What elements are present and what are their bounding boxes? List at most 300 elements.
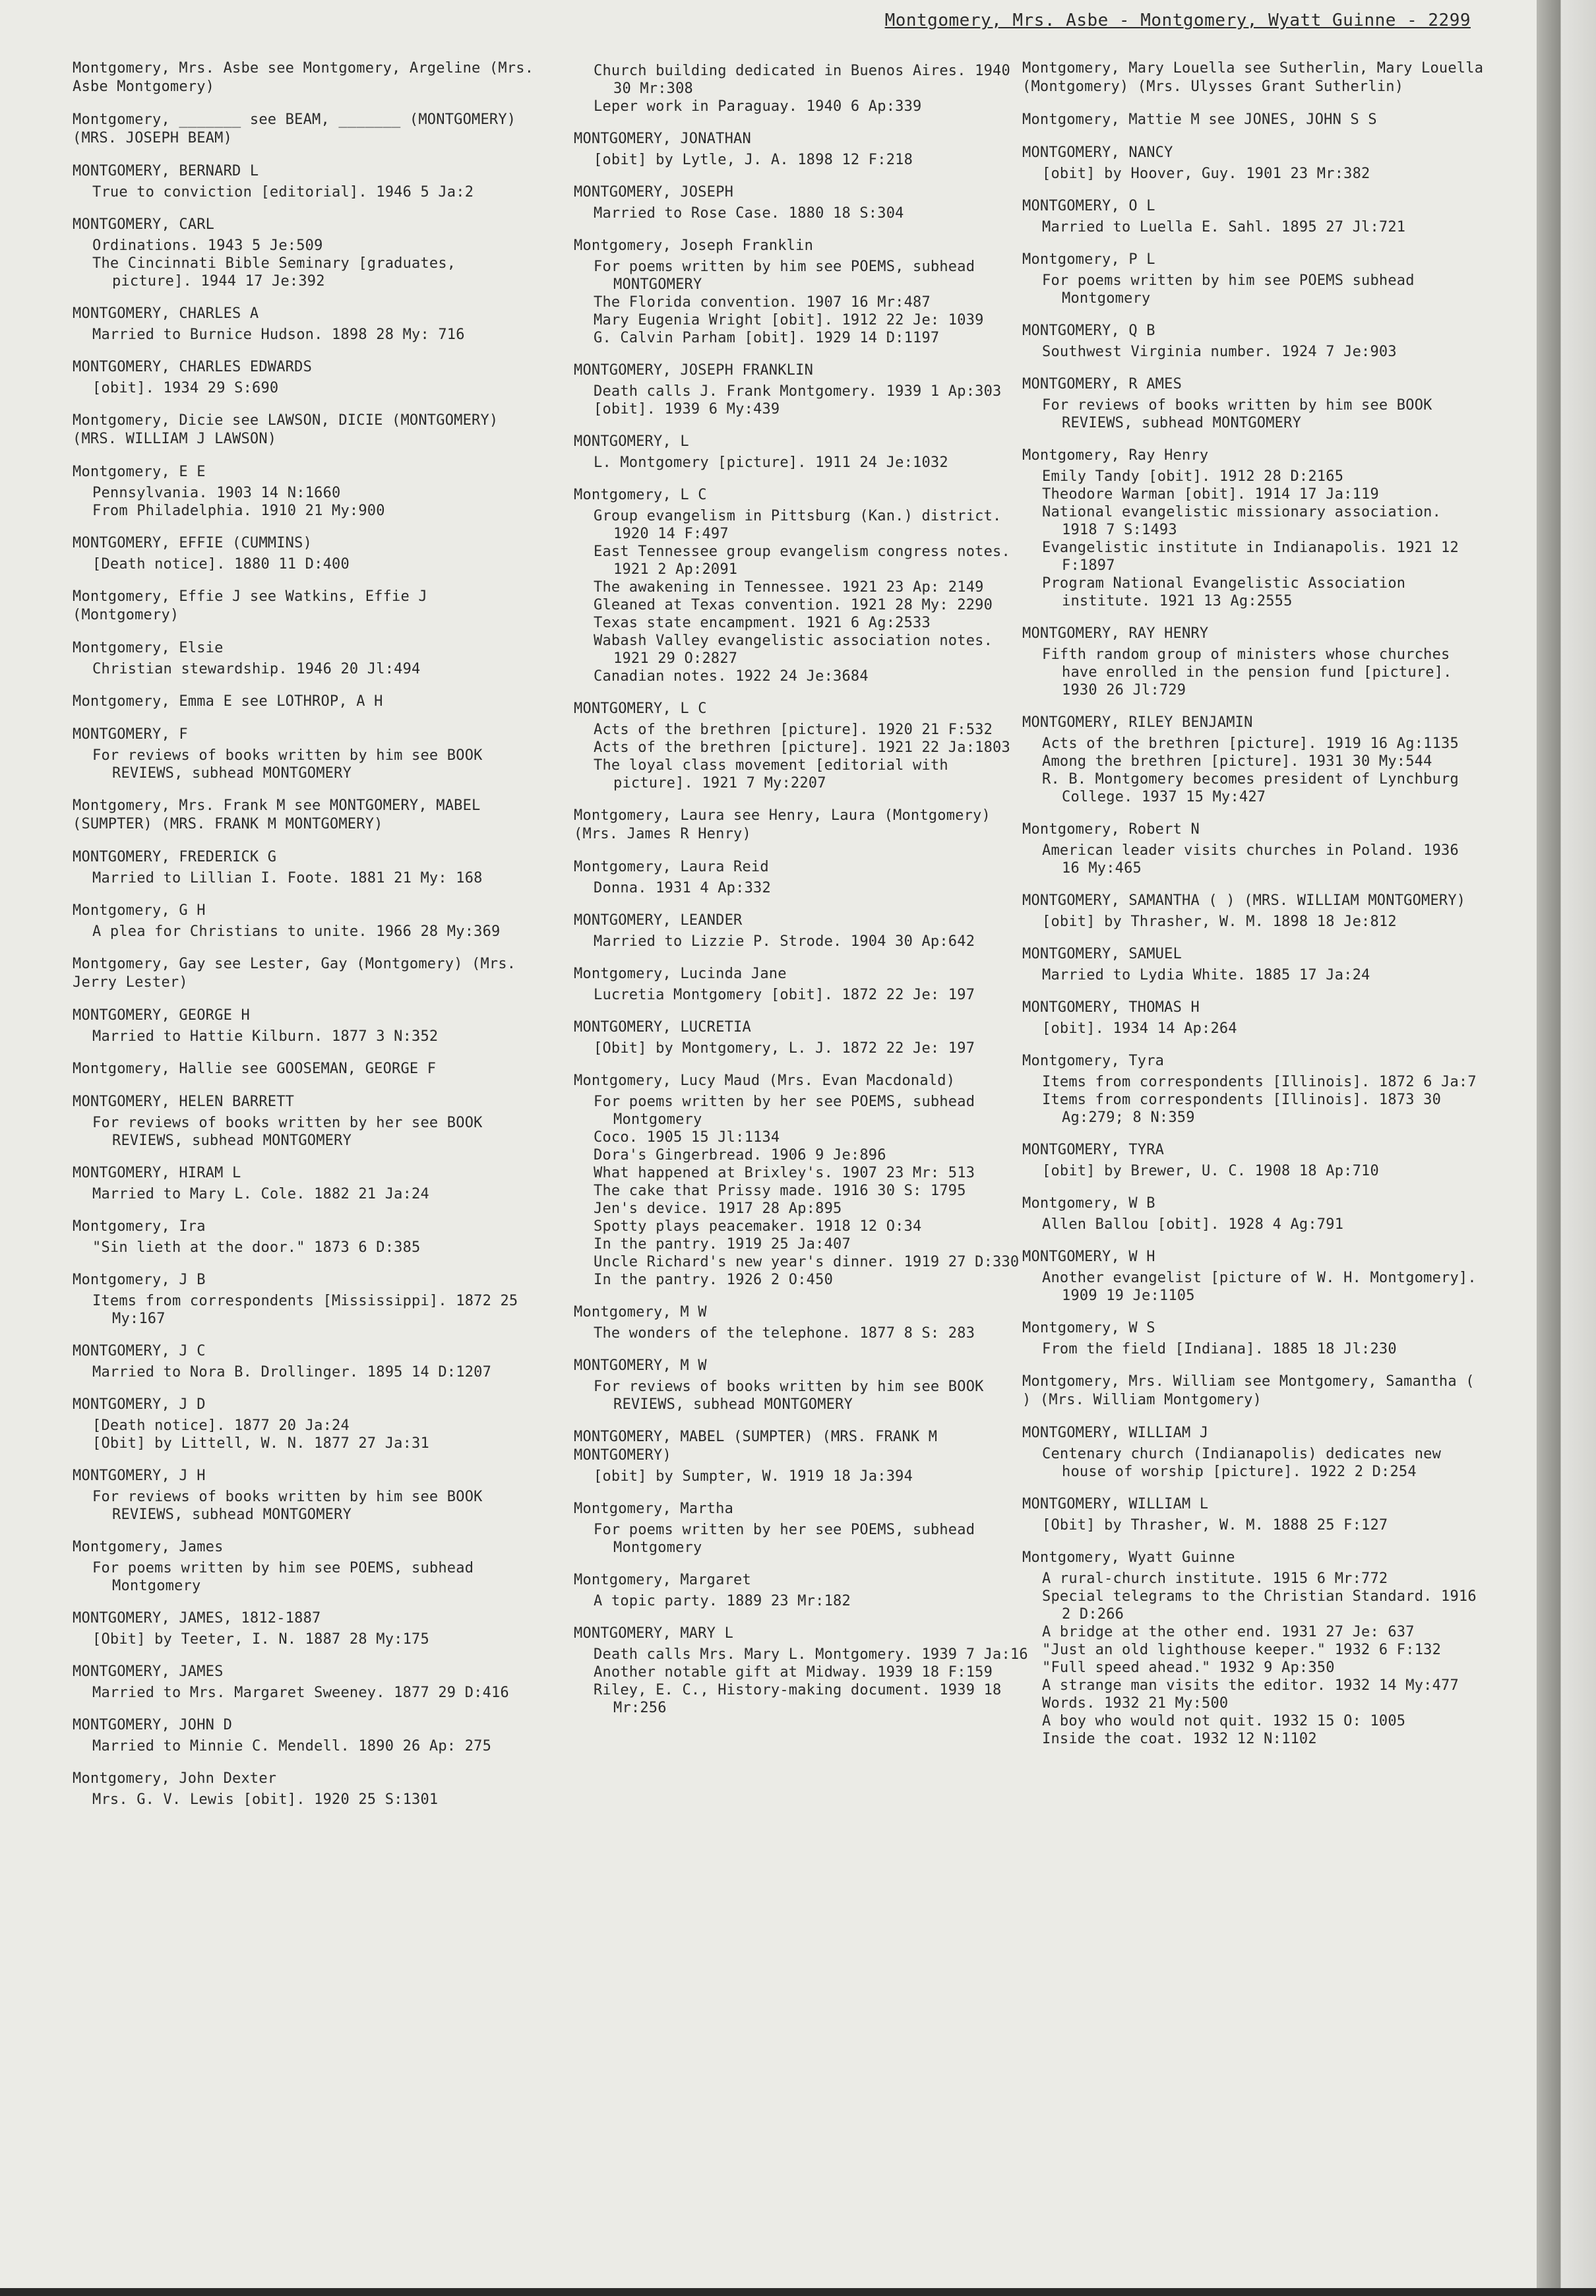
citation-item: Wabash Valley evangelistic association notes. 1921 29 O:2827 <box>594 633 993 667</box>
entry-citations <box>1022 913 1484 931</box>
entry-heading: MONTGOMERY, JONATHAN <box>574 131 751 147</box>
entry-citations <box>73 1488 534 1524</box>
citation-item: Ordinations. 1943 5 Je:509 <box>92 237 323 254</box>
index-entry <box>73 797 534 834</box>
citation-item: Christian stewardship. 1946 20 Jl:494 <box>92 661 421 677</box>
index-entry <box>73 216 534 290</box>
citation-item: The wonders of the telephone. 1877 8 S: 283 <box>594 1325 975 1342</box>
entry-citations <box>1022 468 1484 610</box>
citation-item: For reviews of books written by him see BOOK REVIEWS, subhead MONTGOMERY <box>92 747 483 782</box>
entry-citations <box>1022 272 1484 307</box>
entry-citations <box>1022 1340 1484 1358</box>
citation-item: Inside the coat. 1932 12 N:1102 <box>1042 1731 1317 1747</box>
page-header: Montgomery, Mrs. Asbe - Montgomery, Wyatt Guinne - 2299 <box>884 11 1471 30</box>
page-binding-edge <box>1537 0 1596 2296</box>
entry-heading: MONTGOMERY, RAY HENRY <box>1022 625 1209 642</box>
index-entry <box>73 1467 534 1524</box>
index-entry <box>1022 144 1484 183</box>
index-entry <box>73 305 534 344</box>
citation-item: For poems written by him see POEMS, subhead Montgomery <box>92 1560 474 1594</box>
entry-heading: Montgomery, Laura see Henry, Laura (Montgomery) (Mrs. James R Henry) <box>574 807 991 842</box>
index-entry <box>574 807 1035 844</box>
index-entry <box>574 130 1035 169</box>
entry-heading: Montgomery, Martha <box>574 1501 734 1517</box>
index-entry <box>73 111 534 148</box>
entry-heading: Montgomery, Joseph Franklin <box>574 237 814 254</box>
citation-item: [obit] by Sumpter, W. 1919 18 Ja:394 <box>594 1468 913 1485</box>
index-entry <box>1022 1141 1484 1180</box>
index-entry <box>574 1018 1035 1057</box>
entry-heading: MONTGOMERY, CHARLES EDWARDS <box>73 359 313 375</box>
entry-heading: Montgomery, Robert N <box>1022 821 1200 838</box>
citation-item: National evangelistic missionary association. 1918 7 S:1493 <box>1042 504 1442 538</box>
citation-item: A bridge at the other end. 1931 27 Je: 637 <box>1042 1624 1415 1640</box>
citation-item: [obit] by Brewer, U. C. 1908 18 Ap:710 <box>1042 1163 1379 1179</box>
entry-heading: MONTGOMERY, LUCRETIA <box>574 1019 751 1036</box>
citation-item: Spotty plays peacemaker. 1918 12 O:34 <box>594 1218 922 1235</box>
citation-item: L. Montgomery [picture]. 1911 24 Je:1032 <box>594 454 948 471</box>
citation-item: The cake that Prissy made. 1916 30 S: 1795 <box>594 1183 966 1199</box>
citation-item: Married to Mary L. Cole. 1882 21 Ja:24 <box>92 1186 429 1202</box>
index-entry <box>73 902 534 941</box>
entry-heading: MONTGOMERY, F <box>73 726 188 743</box>
entry-citations <box>574 1521 1035 1557</box>
citation-item: [obit] by Thrasher, W. M. 1898 18 Je:812 <box>1042 914 1397 930</box>
entry-heading: Montgomery, James <box>73 1539 224 1555</box>
citation-item: For reviews of books written by her see BOOK REVIEWS, subhead MONTGOMERY <box>92 1115 483 1149</box>
index-column-1 <box>73 59 534 1823</box>
entry-citations <box>1022 396 1484 432</box>
entry-citations <box>73 379 534 397</box>
citation-item: [obit]. 1934 14 Ap:264 <box>1042 1020 1237 1037</box>
citation-item: Married to Lillian I. Foote. 1881 21 My: 168 <box>92 870 483 886</box>
index-entry <box>1022 59 1484 96</box>
entry-heading: MONTGOMERY, JOHN D <box>73 1717 233 1733</box>
entry-citations <box>73 1737 534 1755</box>
index-entry <box>73 1271 534 1328</box>
citation-item: Emily Tandy [obit]. 1912 28 D:2165 <box>1042 468 1344 485</box>
entry-citations <box>73 183 534 201</box>
citation-item: "Just an old lighthouse keeper." 1932 6 F:132 <box>1042 1642 1442 1658</box>
citation-item: A plea for Christians to unite. 1966 28 My:369 <box>92 923 501 940</box>
entry-heading: MONTGOMERY, JAMES, 1812-1887 <box>73 1610 321 1627</box>
index-entry <box>574 486 1035 685</box>
index-entry <box>574 965 1035 1004</box>
citation-item: Items from correspondents [Illinois]. 1873 30 Ag:279; 8 N:359 <box>1042 1092 1442 1126</box>
citation-item: Death calls Mrs. Mary L. Montgomery. 1939 7 Ja:16 <box>594 1646 1028 1663</box>
index-entry <box>73 1007 534 1045</box>
entry-heading: MONTGOMERY, GEORGE H <box>73 1007 250 1024</box>
entry-heading: MONTGOMERY, NANCY <box>1022 144 1173 161</box>
entry-heading: MONTGOMERY, HELEN BARRETT <box>73 1094 295 1110</box>
entry-citations <box>574 62 1035 115</box>
index-entry <box>574 183 1035 222</box>
citation-item: In the pantry. 1919 25 Ja:407 <box>594 1236 851 1253</box>
citation-item: Uncle Richard's new year's dinner. 1919 27 D:330 <box>594 1254 1020 1270</box>
index-entry <box>1022 251 1484 307</box>
citation-item: [Obit] by Teeter, I. N. 1887 28 My:175 <box>92 1631 429 1648</box>
citation-item: Fifth random group of ministers whose churches have enrolled in the pension fund [picture]. 1930 26 Jl:729 <box>1042 646 1452 698</box>
citation-item: [Death notice]. 1877 20 Ja:24 <box>92 1417 350 1434</box>
entry-citations <box>574 151 1035 169</box>
entry-heading: MONTGOMERY, J C <box>73 1343 206 1359</box>
entry-heading: Montgomery, Lucy Maud (Mrs. Evan Macdonald) <box>574 1072 956 1089</box>
citation-item: "Full speed ahead." 1932 9 Ap:350 <box>1042 1660 1335 1676</box>
citation-item: [obit] by Hoover, Guy. 1901 23 Mr:382 <box>1042 166 1370 182</box>
citation-item: For reviews of books written by him see BOOK REVIEWS, subhead MONTGOMERY <box>1042 397 1432 431</box>
citation-item: A boy who would not quit. 1932 15 O: 1005 <box>1042 1713 1406 1729</box>
entry-heading: Montgomery, Laura Reid <box>574 859 769 875</box>
entry-heading: MONTGOMERY, L C <box>574 700 707 717</box>
entry-heading: MONTGOMERY, J D <box>73 1396 206 1413</box>
index-entry <box>73 1396 534 1452</box>
citation-item: Riley, E. C., History-making document. 1939 18 Mr:256 <box>594 1682 1002 1716</box>
entry-citations <box>574 933 1035 950</box>
index-entry <box>73 1663 534 1702</box>
index-entry <box>73 955 534 992</box>
entry-heading: MONTGOMERY, CARL <box>73 216 215 233</box>
entry-heading: Montgomery, _______ see BEAM, _______ (MONTGOMERY) (MRS. JOSEPH BEAM) <box>73 111 516 146</box>
entry-heading: MONTGOMERY, W H <box>1022 1249 1155 1265</box>
index-entry <box>574 237 1035 347</box>
entry-citations <box>574 1324 1035 1342</box>
entry-heading: Montgomery, Elsie <box>73 640 224 656</box>
index-entry <box>1022 1195 1484 1233</box>
entry-heading: Montgomery, Wyatt Guinne <box>1022 1549 1235 1566</box>
entry-citations <box>73 1791 534 1809</box>
entry-heading: Montgomery, W S <box>1022 1320 1155 1336</box>
index-entry <box>1022 111 1484 129</box>
citation-item: [Obit] by Thrasher, W. M. 1888 25 F:127 <box>1042 1517 1388 1534</box>
entry-citations <box>73 484 534 520</box>
entry-heading: Montgomery, P L <box>1022 251 1155 268</box>
citation-item: The Florida convention. 1907 16 Mr:487 <box>594 294 931 311</box>
index-entry <box>574 433 1035 472</box>
entry-heading: MONTGOMERY, JOSEPH <box>574 184 734 201</box>
citation-item: Married to Mrs. Margaret Sweeney. 1877 29 D:416 <box>92 1685 509 1701</box>
index-entry <box>73 1538 534 1595</box>
entry-citations <box>73 1114 534 1150</box>
citation-item: Another evangelist [picture of W. H. Montgomery]. 1909 19 Je:1105 <box>1042 1270 1477 1304</box>
entry-heading: MONTGOMERY, WILLIAM J <box>1022 1425 1209 1441</box>
citation-item: A rural-church institute. 1915 6 Mr:772 <box>1042 1570 1388 1587</box>
entry-citations <box>73 1239 534 1257</box>
index-entry <box>574 361 1035 418</box>
entry-citations <box>574 879 1035 897</box>
index-entry <box>73 358 534 397</box>
entry-heading: Montgomery, Margaret <box>574 1572 751 1588</box>
entry-heading: Montgomery, Effie J see Watkins, Effie J (Montgomery) <box>73 588 427 623</box>
entry-heading: MONTGOMERY, JOSEPH FRANKLIN <box>574 362 814 379</box>
entry-heading: MONTGOMERY, CHARLES A <box>73 305 259 322</box>
entry-citations <box>574 986 1035 1004</box>
index-entry <box>73 463 534 520</box>
entry-citations <box>574 1378 1035 1413</box>
citation-item: Lucretia Montgomery [obit]. 1872 22 Je: 197 <box>594 987 975 1003</box>
citation-item: Dora's Gingerbread. 1906 9 Je:896 <box>594 1147 886 1164</box>
citation-item: Married to Lizzie P. Strode. 1904 30 Ap:642 <box>594 933 975 950</box>
citation-item: Theodore Warman [obit]. 1914 17 Ja:119 <box>1042 486 1379 503</box>
citation-item: Mary Eugenia Wright [obit]. 1912 22 Je: 1039 <box>594 312 984 328</box>
citation-item: Married to Minnie C. Mendell. 1890 26 Ap: 275 <box>92 1738 492 1754</box>
entry-heading: Montgomery, W B <box>1022 1195 1155 1212</box>
citation-item: A topic party. 1889 23 Mr:182 <box>594 1593 851 1609</box>
index-entry <box>574 700 1035 792</box>
citation-item: From Philadelphia. 1910 21 My:900 <box>92 503 385 519</box>
citation-item: For reviews of books written by him see BOOK REVIEWS, subhead MONTGOMERY <box>594 1379 984 1413</box>
citation-item: For poems written by her see POEMS, subhead Montgomery <box>594 1522 975 1556</box>
citation-item: Pennsylvania. 1903 14 N:1660 <box>92 485 341 501</box>
index-entry <box>1022 999 1484 1038</box>
entry-citations <box>73 1185 534 1203</box>
citation-item: [Death notice]. 1880 11 D:400 <box>92 556 350 573</box>
index-entry <box>73 412 534 449</box>
entry-heading: MONTGOMERY, JAMES <box>73 1663 224 1680</box>
index-entry <box>1022 1248 1484 1305</box>
citation-item: Allen Ballou [obit]. 1928 4 Ag:791 <box>1042 1216 1344 1233</box>
citation-item: Program National Evangelistic Association institute. 1921 13 Ag:2555 <box>1042 575 1406 609</box>
citation-item: What happened at Brixley's. 1907 23 Mr: 513 <box>594 1165 975 1181</box>
entry-heading: Montgomery, L C <box>574 487 707 503</box>
index-entry <box>73 1342 534 1381</box>
citation-item: Special telegrams to the Christian Standard. 1916 2 D:266 <box>1042 1588 1477 1623</box>
entry-citations <box>1022 1216 1484 1233</box>
citation-item: Acts of the brethren [picture]. 1921 22 Ja:1803 <box>594 739 1010 756</box>
entry-heading: Montgomery, Mrs. Frank M see MONTGOMERY, MABEL (SUMPTER) (MRS. FRANK M MONTGOMERY) <box>73 797 481 832</box>
index-entry <box>73 1716 534 1755</box>
index-entry <box>574 62 1035 115</box>
citation-item: For poems written by him see POEMS subhead Montgomery <box>1042 272 1415 307</box>
entry-citations <box>1022 343 1484 361</box>
entry-citations <box>574 454 1035 472</box>
entry-citations <box>73 923 534 941</box>
entry-heading: Montgomery, Ray Henry <box>1022 447 1209 464</box>
index-entry <box>574 1072 1035 1289</box>
index-entry <box>73 588 534 625</box>
citation-item: Items from correspondents [Mississippi]. 1872 25 My:167 <box>92 1293 518 1327</box>
entry-heading: Montgomery, Mrs. Asbe see Montgomery, Argeline (Mrs. Asbe Montgomery) <box>73 60 534 95</box>
entry-heading: Montgomery, John Dexter <box>73 1770 277 1787</box>
entry-citations <box>1022 1162 1484 1180</box>
entry-citations <box>73 1417 534 1452</box>
citation-item: True to conviction [editorial]. 1946 5 Ja:2 <box>92 184 474 201</box>
index-entry <box>574 1571 1035 1610</box>
entry-heading: MONTGOMERY, MABEL (SUMPTER) (MRS. FRANK M MONTGOMERY) <box>574 1429 938 1464</box>
index-entry <box>574 1625 1035 1717</box>
entry-citations <box>73 1684 534 1702</box>
index-entry <box>73 693 534 711</box>
citation-item: Words. 1932 21 My:500 <box>1042 1695 1229 1712</box>
entry-heading: Montgomery, Tyra <box>1022 1053 1165 1069</box>
index-entry <box>1022 1495 1484 1534</box>
entry-heading: Montgomery, J B <box>73 1272 206 1288</box>
citation-item: Canadian notes. 1922 24 Je:3684 <box>594 668 869 685</box>
entry-citations <box>574 1592 1035 1610</box>
citation-item: G. Calvin Parham [obit]. 1929 14 D:1197 <box>594 330 940 346</box>
entry-heading: Montgomery, Lucinda Jane <box>574 966 787 982</box>
entry-heading: MONTGOMERY, SAMANTHA ( ) (MRS. WILLIAM MONTGOMERY) <box>1022 892 1466 909</box>
citation-item: East Tennessee group evangelism congress notes. 1921 2 Ap:2091 <box>594 543 1010 578</box>
index-entry <box>574 1303 1035 1342</box>
entry-heading: Montgomery, G H <box>73 902 206 919</box>
entry-heading: Montgomery, Dicie see LAWSON, DICIE (MONTGOMERY) (MRS. WILLIAM J LAWSON) <box>73 412 499 447</box>
citation-item: [obit]. 1939 6 My:439 <box>594 401 780 418</box>
index-entry <box>73 534 534 573</box>
entry-citations <box>73 237 534 290</box>
entry-citations <box>1022 842 1484 877</box>
citation-item: Married to Burnice Hudson. 1898 28 My: 716 <box>92 326 465 343</box>
citation-item: For poems written by her see POEMS, subhead Montgomery <box>594 1094 975 1128</box>
citation-item: Married to Luella E. Sahl. 1895 27 Jl:721 <box>1042 219 1406 235</box>
entry-citations <box>574 1039 1035 1057</box>
citation-item: Items from correspondents [Illinois]. 1872 6 Ja:7 <box>1042 1074 1477 1090</box>
index-entry <box>73 1218 534 1257</box>
entry-citations <box>1022 646 1484 699</box>
page-bottom-edge <box>0 2288 1596 2296</box>
entry-heading: Montgomery, M W <box>574 1304 707 1320</box>
entry-citations <box>574 1468 1035 1485</box>
entry-heading: MONTGOMERY, R AMES <box>1022 376 1182 392</box>
entry-heading: MONTGOMERY, RILEY BENJAMIN <box>1022 714 1253 731</box>
entry-citations <box>73 1028 534 1045</box>
index-entry <box>1022 447 1484 610</box>
entry-heading: Montgomery, Mattie M see JONES, JOHN S S <box>1022 111 1377 128</box>
citation-item: Jen's device. 1917 28 Ap:895 <box>594 1200 842 1217</box>
entry-heading: MONTGOMERY, Q B <box>1022 323 1155 339</box>
entry-heading: MONTGOMERY, SAMUEL <box>1022 946 1182 962</box>
entry-citations <box>73 1630 534 1648</box>
entry-heading: Montgomery, Emma E see LOTHROP, A H <box>73 693 383 710</box>
entry-heading: MONTGOMERY, WILLIAM L <box>1022 1496 1209 1512</box>
index-entry <box>574 1428 1035 1485</box>
index-entry <box>73 1164 534 1203</box>
index-entry <box>1022 1052 1484 1127</box>
entry-citations <box>1022 165 1484 183</box>
entry-citations <box>1022 1269 1484 1305</box>
citation-item: For poems written by him see POEMS, subhead MONTGOMERY <box>594 259 975 293</box>
entry-citations <box>574 383 1035 418</box>
index-entry <box>574 858 1035 897</box>
citation-item: The loyal class movement [editorial with picture]. 1921 7 My:2207 <box>594 757 948 791</box>
citation-item: [obit] by Lytle, J. A. 1898 12 F:218 <box>594 152 913 168</box>
entry-citations <box>73 555 534 573</box>
entry-heading: Montgomery, Gay see Lester, Gay (Montgomery) (Mrs. Jerry Lester) <box>73 956 516 991</box>
entry-citations <box>574 1646 1035 1717</box>
citation-item: In the pantry. 1926 2 O:450 <box>594 1272 834 1288</box>
entry-heading: Montgomery, Ira <box>73 1218 206 1235</box>
index-entry <box>73 848 534 887</box>
citation-item: From the field [Indiana]. 1885 18 Jl:230 <box>1042 1341 1397 1357</box>
index-entry <box>1022 821 1484 877</box>
entry-citations <box>1022 1570 1484 1748</box>
index-entry <box>574 1500 1035 1557</box>
entry-heading: MONTGOMERY, HIRAM L <box>73 1165 241 1181</box>
entry-citations <box>73 869 534 887</box>
entry-citations <box>73 660 534 678</box>
citation-item: Married to Rose Case. 1880 18 S:304 <box>594 205 904 222</box>
index-entry <box>1022 625 1484 699</box>
citation-item: A strange man visits the editor. 1932 14 My:477 <box>1042 1677 1459 1694</box>
entry-citations <box>1022 1445 1484 1481</box>
entry-heading: MONTGOMERY, J H <box>73 1468 206 1484</box>
index-entry <box>73 162 534 201</box>
entry-heading: MONTGOMERY, FREDERICK G <box>73 849 277 865</box>
entry-heading: MONTGOMERY, EFFIE (CUMMINS) <box>73 535 313 551</box>
citation-item: Donna. 1931 4 Ap:332 <box>594 880 771 896</box>
index-column-3 <box>1022 59 1484 1762</box>
entry-heading: MONTGOMERY, LEANDER <box>574 912 743 929</box>
citation-item: "Sin lieth at the door." 1873 6 D:385 <box>92 1239 421 1256</box>
index-entry <box>1022 892 1484 931</box>
entry-heading: MONTGOMERY, M W <box>574 1357 707 1374</box>
entry-heading: Montgomery, Mrs. William see Montgomery, Samantha ( ) (Mrs. William Montgomery) <box>1022 1373 1475 1408</box>
entry-citations <box>574 204 1035 222</box>
entry-citations <box>1022 1020 1484 1038</box>
citation-item: R. B. Montgomery becomes president of Lynchburg College. 1937 15 My:427 <box>1042 771 1459 805</box>
citation-item: Married to Lydia White. 1885 17 Ja:24 <box>1042 967 1370 983</box>
entry-heading: MONTGOMERY, MARY L <box>574 1625 734 1642</box>
index-entry <box>1022 1319 1484 1358</box>
entry-citations <box>574 1093 1035 1289</box>
index-entry <box>574 912 1035 950</box>
citation-item: Group evangelism in Pittsburg (Kan.) district. 1920 14 F:497 <box>594 508 1002 542</box>
index-entry <box>73 1093 534 1150</box>
index-entry <box>1022 714 1484 806</box>
index-entry <box>1022 1549 1484 1748</box>
entry-citations <box>73 1559 534 1595</box>
entry-citations <box>574 258 1035 347</box>
citation-item: Church building dedicated in Buenos Aires. 1940 30 Mr:308 <box>594 63 1010 97</box>
index-entry <box>1022 1373 1484 1410</box>
entry-citations <box>73 326 534 344</box>
entry-heading: MONTGOMERY, BERNARD L <box>73 163 259 179</box>
citation-item: [obit]. 1934 29 S:690 <box>92 380 279 396</box>
index-entry <box>73 726 534 782</box>
entry-heading: Montgomery, Hallie see GOOSEMAN, GEORGE F <box>73 1061 437 1077</box>
citation-item: Married to Nora B. Drollinger. 1895 14 D:1207 <box>92 1364 492 1381</box>
entry-citations <box>73 747 534 782</box>
citation-item: Gleaned at Texas convention. 1921 28 My: 2290 <box>594 597 993 613</box>
citation-item: Southwest Virginia number. 1924 7 Je:903 <box>1042 344 1397 360</box>
index-entry <box>73 1770 534 1809</box>
entry-citations <box>73 1292 534 1328</box>
citation-item: The Cincinnati Bible Seminary [graduates, picture]. 1944 17 Je:392 <box>92 255 456 290</box>
citation-item: Coco. 1905 15 Jl:1134 <box>594 1129 780 1146</box>
entry-heading: MONTGOMERY, O L <box>1022 198 1155 214</box>
index-entry <box>1022 322 1484 361</box>
entry-heading: MONTGOMERY, TYRA <box>1022 1142 1165 1158</box>
index-entry <box>574 1357 1035 1413</box>
citation-item: [Obit] by Montgomery, L. J. 1872 22 Je: 197 <box>594 1040 975 1057</box>
citation-item: Another notable gift at Midway. 1939 18 F:159 <box>594 1664 993 1681</box>
citation-item: Evangelistic institute in Indianapolis. 1921 12 F:1897 <box>1042 540 1459 574</box>
citation-item: American leader visits churches in Poland. 1936 16 My:465 <box>1042 842 1459 877</box>
citation-item: The awakening in Tennessee. 1921 23 Ap: 2149 <box>594 579 984 596</box>
index-column-2 <box>574 59 1035 1731</box>
citation-item: Married to Hattie Kilburn. 1877 3 N:352 <box>92 1028 439 1045</box>
citation-item: Leper work in Paraguay. 1940 6 Ap:339 <box>594 98 922 115</box>
entry-citations <box>73 1363 534 1381</box>
entry-heading: MONTGOMERY, L <box>574 433 689 450</box>
entry-heading: MONTGOMERY, THOMAS H <box>1022 999 1200 1016</box>
citation-item: Acts of the brethren [picture]. 1920 21 F:532 <box>594 722 993 738</box>
index-entry <box>73 1060 534 1078</box>
citation-item: Mrs. G. V. Lewis [obit]. 1920 25 S:1301 <box>92 1791 439 1808</box>
entry-citations <box>1022 966 1484 984</box>
entry-citations <box>1022 735 1484 806</box>
citation-item: Acts of the brethren [picture]. 1919 16 Ag:1135 <box>1042 735 1459 752</box>
entry-heading: Montgomery, Mary Louella see Sutherlin, Mary Louella (Montgomery) (Mrs. Ulysses Grant Sutherlin) <box>1022 60 1484 95</box>
